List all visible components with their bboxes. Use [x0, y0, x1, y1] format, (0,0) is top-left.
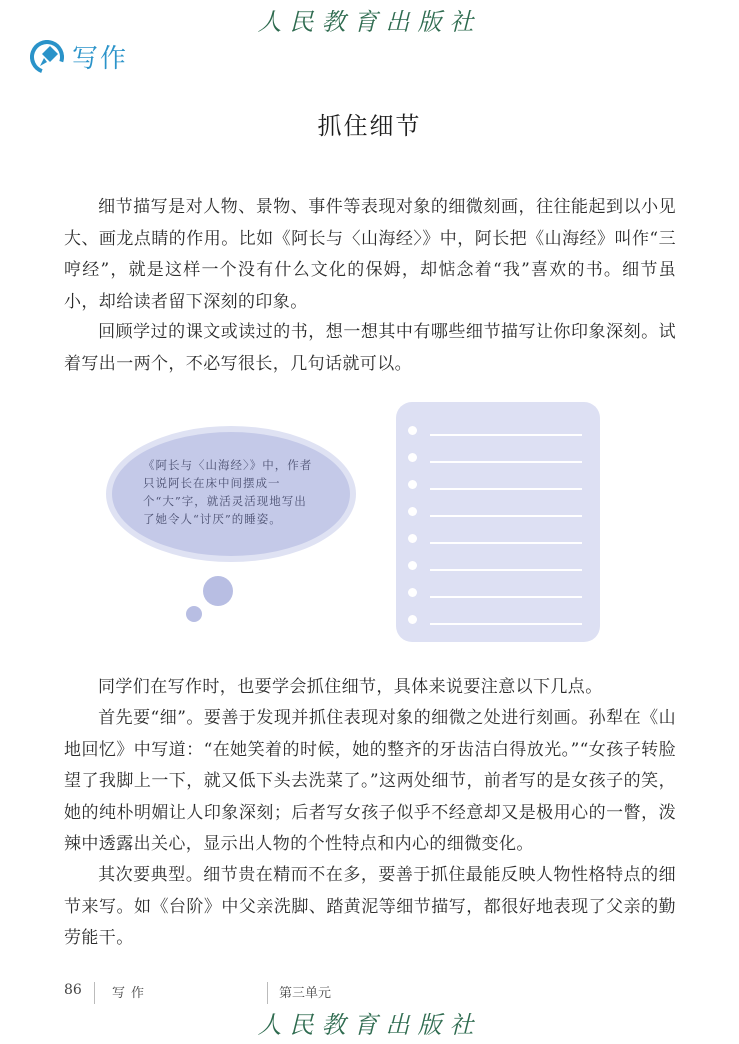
footer-section: 写作 — [112, 986, 151, 1001]
pen-nib-icon — [30, 40, 64, 74]
thought-bubble-text: 《阿长与〈山海经〉》中，作者只说阿长在床中间摆成一个“大”字，就活灵活现地写出了她令人“讨厌”的睡姿。 — [143, 458, 313, 526]
bullet-icon — [408, 615, 417, 624]
thought-bubble-dot-small — [186, 606, 202, 622]
notepad-row — [408, 426, 588, 438]
bullet-icon — [408, 507, 417, 516]
page-footer — [0, 982, 739, 1006]
bullet-icon — [408, 561, 417, 570]
bullet-icon — [408, 426, 417, 435]
page-number: 86 — [64, 982, 82, 998]
paragraph-point-detail: 首先要“细”。要善于发现并抓住表现对象的细微之处进行刻画。孙犁在《山地回忆》中写道：“在她笑着的时候，她的整齐的牙齿洁白得放光。”“女孩子转脸望了我脚上一下，就又低下头去洗菜了。”这两处细节，前者写的是女孩子的笑，她的纯朴明媚让人印象深刻；后者写女孩子似乎不经意却又是极用心的一瞥，泼辣中透露出关心，显示出人物的个性特点和内心的细微变化。 — [64, 708, 676, 854]
page-title: 抓住细节 — [317, 112, 422, 140]
notepad-row — [408, 507, 588, 519]
bullet-icon — [408, 480, 417, 489]
divider — [94, 982, 95, 1004]
notepad-row — [408, 615, 588, 627]
notepad-row — [408, 534, 588, 546]
divider — [267, 982, 268, 1004]
section-tag — [30, 38, 128, 75]
notepad-row — [408, 453, 588, 465]
bullet-icon — [408, 453, 417, 462]
notepad-illustration — [396, 402, 600, 642]
thought-bubble — [106, 426, 356, 562]
footer-unit: 第三单元 — [279, 986, 332, 1001]
bullet-icon — [408, 534, 417, 543]
paragraph-point-typical: 其次要典型。细节贵在精而不在多，要善于抓住最能反映人物性格特点的细节来写。如《台阶》中父亲洗脚、踏黄泥等细节描写，都很好地表现了父亲的勤劳能干。 — [64, 865, 676, 948]
notepad-row — [408, 480, 588, 492]
notepad-row — [408, 588, 588, 600]
publisher-logo-top: 人民教育出版社 — [257, 8, 482, 36]
bullet-icon — [408, 588, 417, 597]
thought-bubble-dot-large — [203, 576, 233, 606]
notepad-row — [408, 561, 588, 573]
paragraph-intro: 细节描写是对人物、景物、事件等表现对象的细微刻画，往往能起到以小见大、画龙点睛的作用。比如《阿长与〈山海经〉》中，阿长把《山海经》叫作“三哼经”，就是这样一个没有什么文化的保姆，却惦念着“我”喜欢的书。细节虽小，却给读者留下深刻的印象。 — [64, 197, 676, 312]
publisher-logo-bottom: 人民教育出版社 — [257, 1011, 482, 1039]
section-label: 写作 — [72, 44, 129, 74]
paragraph-transition: 同学们在写作时，也要学会抓住细节，具体来说要注意以下几点。 — [98, 677, 603, 697]
paragraph-prompt: 回顾学过的课文或读过的书，想一想其中有哪些细节描写让你印象深刻。试着写出一两个，不必写很长，几句话就可以。 — [64, 322, 676, 374]
